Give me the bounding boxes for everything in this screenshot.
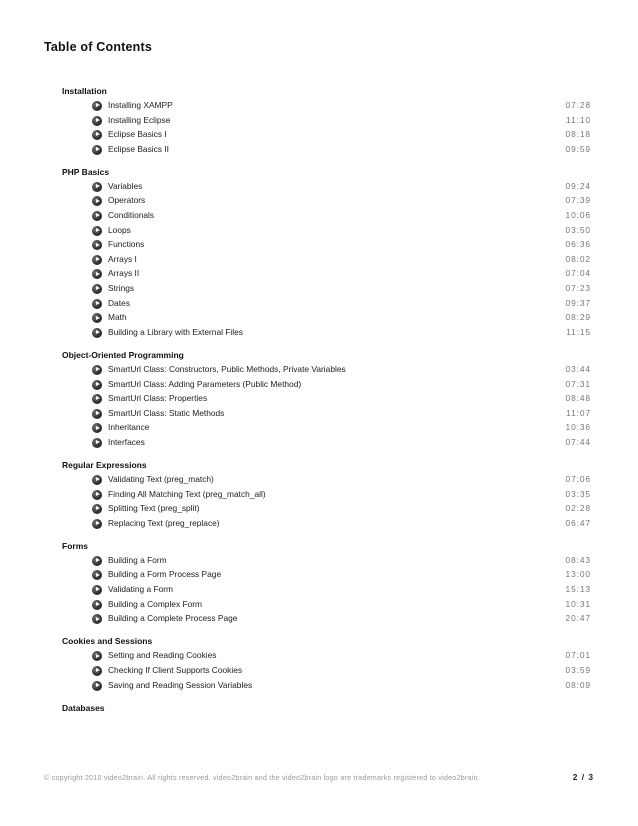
toc-section: [0, 539, 638, 626]
play-icon[interactable]: [92, 226, 102, 236]
lesson-duration: 08:09: [565, 679, 591, 690]
lesson-row[interactable]: [0, 648, 638, 663]
section-heading: Forms: [62, 540, 88, 551]
play-icon[interactable]: [92, 145, 102, 155]
toc-section: [0, 348, 638, 450]
play-icon[interactable]: [92, 182, 102, 192]
lesson-duration: 07:04: [565, 268, 591, 279]
lesson-title: SmartUrl Class: Adding Parameters (Public Method): [108, 378, 302, 389]
lesson-row[interactable]: [0, 208, 638, 223]
lesson-duration: 11:07: [566, 407, 591, 418]
lesson-title: Validating a Form: [108, 584, 174, 595]
lesson-title: Installing Eclipse: [108, 114, 171, 125]
lesson-duration: 07:28: [565, 100, 591, 110]
play-icon[interactable]: [92, 585, 102, 595]
play-icon[interactable]: [92, 409, 102, 419]
lesson-row[interactable]: [0, 611, 638, 626]
play-icon[interactable]: [92, 299, 102, 309]
lesson-duration: 08:48: [565, 393, 591, 404]
lesson-title: Operators: [108, 195, 146, 206]
toc-section: [0, 458, 638, 530]
section-heading: PHP Basics: [62, 166, 110, 177]
lesson-duration: 08:43: [565, 554, 591, 565]
play-icon[interactable]: [92, 365, 102, 375]
lesson-duration: 07:39: [565, 195, 591, 206]
lesson-row[interactable]: [0, 567, 638, 582]
lesson-row[interactable]: [0, 237, 638, 252]
play-icon[interactable]: [92, 651, 102, 661]
lesson-row[interactable]: [0, 597, 638, 612]
lesson-title: Checking If Client Supports Cookies: [108, 664, 243, 675]
lesson-duration: 15:13: [565, 584, 591, 595]
lesson-duration: 06:36: [565, 239, 591, 250]
lesson-duration: 03:59: [565, 664, 591, 675]
lesson-title: Interfaces: [108, 436, 145, 447]
lesson-duration: 09:59: [565, 143, 591, 154]
play-icon[interactable]: [92, 600, 102, 610]
lesson-title: Eclipse Basics II: [108, 143, 169, 154]
lesson-row[interactable]: [0, 179, 638, 194]
lesson-duration: 07:06: [565, 473, 591, 484]
lesson-duration: 07:01: [565, 650, 591, 661]
lesson-duration: 10:31: [565, 598, 591, 609]
section-heading: Object-Oriented Programming: [62, 349, 184, 360]
table-of-contents: [0, 84, 638, 715]
play-icon[interactable]: [92, 614, 102, 624]
lesson-title: Math: [108, 312, 127, 323]
lesson-row[interactable]: [0, 420, 638, 435]
toc-section: [0, 701, 638, 715]
lesson-row[interactable]: [0, 127, 638, 142]
lesson-duration: 07:23: [565, 283, 591, 294]
play-icon[interactable]: [92, 313, 102, 323]
lesson-title: Building a Form: [108, 554, 167, 565]
copyright-footer: © copyright 2010 video2brain. All rights reserved. video2brain and the video2brain logo are trademarks registered to video2brain.: [44, 773, 480, 782]
lesson-title: Functions: [108, 239, 145, 250]
lesson-row[interactable]: [0, 501, 638, 516]
lesson-duration: 08:02: [565, 253, 591, 264]
play-icon[interactable]: [92, 240, 102, 250]
lesson-duration: 03:50: [565, 224, 591, 235]
toc-section: [0, 165, 638, 340]
lesson-duration: 08:18: [565, 129, 591, 140]
play-icon[interactable]: [92, 269, 102, 279]
lesson-title: Building a Complex Form: [108, 598, 203, 609]
lesson-title: Dates: [108, 297, 130, 308]
lesson-title: Variables: [108, 180, 143, 191]
lesson-row[interactable]: [0, 487, 638, 502]
lesson-row[interactable]: [0, 472, 638, 487]
lesson-row[interactable]: [0, 310, 638, 325]
lesson-title: Strings: [108, 283, 135, 294]
lesson-row[interactable]: [0, 113, 638, 128]
lesson-title: Eclipse Basics I: [108, 129, 167, 140]
lesson-title: Inheritance: [108, 422, 150, 433]
lesson-row[interactable]: [0, 98, 638, 113]
lesson-duration: 09:24: [565, 180, 591, 191]
lesson-duration: 09:37: [565, 297, 591, 308]
play-icon[interactable]: [92, 101, 102, 111]
lesson-row[interactable]: [0, 582, 638, 597]
lesson-title: SmartUrl Class: Static Methods: [108, 407, 225, 418]
play-icon[interactable]: [92, 490, 102, 500]
lesson-row[interactable]: [0, 142, 638, 157]
lesson-title: Building a Form Process Page: [108, 569, 222, 580]
lesson-row[interactable]: [0, 391, 638, 406]
play-icon[interactable]: [92, 394, 102, 404]
page-number: 2 / 3: [572, 772, 594, 782]
play-icon[interactable]: [92, 328, 102, 338]
play-icon[interactable]: [92, 380, 102, 390]
lesson-row[interactable]: [0, 435, 638, 450]
lesson-duration: 08:29: [565, 312, 591, 323]
lesson-row[interactable]: [0, 663, 638, 678]
lesson-row[interactable]: [0, 252, 638, 267]
lesson-duration: 10:36: [565, 422, 591, 433]
lesson-duration: 03:44: [565, 363, 591, 374]
lesson-title: Arrays II: [108, 268, 140, 279]
section-heading: Databases: [62, 702, 105, 713]
play-icon[interactable]: [92, 255, 102, 265]
lesson-row[interactable]: [0, 223, 638, 238]
lesson-title: Saving and Reading Session Variables: [108, 679, 253, 690]
section-heading: Cookies and Sessions: [62, 636, 153, 647]
lesson-title: Conditionals: [108, 210, 155, 221]
play-icon[interactable]: [92, 284, 102, 294]
lesson-duration: 03:35: [565, 488, 591, 499]
lesson-duration: 07:31: [565, 378, 591, 389]
play-icon[interactable]: [92, 130, 102, 140]
lesson-row[interactable]: [0, 266, 638, 281]
lesson-row[interactable]: [0, 193, 638, 208]
lesson-title: Building a Complete Process Page: [108, 613, 238, 624]
lesson-row[interactable]: [0, 362, 638, 377]
play-icon[interactable]: [92, 211, 102, 221]
lesson-duration: 06:47: [565, 517, 591, 528]
lesson-title: Splitting Text (preg_split): [108, 503, 200, 514]
lesson-title: Installing XAMPP: [108, 100, 173, 110]
play-icon[interactable]: [92, 423, 102, 433]
lesson-title: Setting and Reading Cookies: [108, 650, 217, 661]
lesson-title: Replacing Text (preg_replace): [108, 517, 220, 528]
lesson-row[interactable]: [0, 281, 638, 296]
lesson-title: Arrays I: [108, 253, 137, 264]
lesson-duration: 11:10: [566, 114, 591, 125]
play-icon[interactable]: [92, 116, 102, 126]
play-icon[interactable]: [92, 556, 102, 566]
play-icon[interactable]: [92, 196, 102, 206]
lesson-row[interactable]: [0, 678, 638, 693]
toc-section: [0, 84, 638, 156]
play-icon[interactable]: [92, 570, 102, 580]
play-icon[interactable]: [92, 475, 102, 485]
section-heading: Regular Expressions: [62, 459, 147, 470]
lesson-duration: 07:44: [565, 436, 591, 447]
lesson-row[interactable]: [0, 516, 638, 531]
section-heading: Installation: [62, 86, 107, 96]
lesson-title: SmartUrl Class: Constructors, Public Methods, Private Variables: [108, 363, 346, 374]
lesson-duration: 10:06: [565, 210, 591, 221]
lesson-title: SmartUrl Class: Properties: [108, 393, 208, 404]
play-icon[interactable]: [92, 438, 102, 448]
lesson-title: Validating Text (preg_match): [108, 473, 214, 484]
lesson-title: Building a Library with External Files: [108, 326, 243, 337]
play-icon[interactable]: [92, 519, 102, 529]
lesson-title: Finding All Matching Text (preg_match_all): [108, 488, 266, 499]
play-icon[interactable]: [92, 504, 102, 514]
play-icon[interactable]: [92, 666, 102, 676]
lesson-row[interactable]: [0, 553, 638, 568]
lesson-duration: 11:15: [566, 326, 591, 337]
lesson-row[interactable]: [0, 296, 638, 311]
toc-section: [0, 634, 638, 692]
lesson-row[interactable]: [0, 377, 638, 392]
lesson-row[interactable]: [0, 406, 638, 421]
lesson-duration: 13:00: [565, 569, 591, 580]
lesson-title: Loops: [108, 224, 131, 235]
lesson-row[interactable]: [0, 325, 638, 340]
page-title: Table of Contents: [44, 40, 153, 54]
lesson-duration: 02:28: [565, 503, 591, 514]
lesson-duration: 20:47: [565, 613, 591, 624]
play-icon[interactable]: [92, 681, 102, 691]
